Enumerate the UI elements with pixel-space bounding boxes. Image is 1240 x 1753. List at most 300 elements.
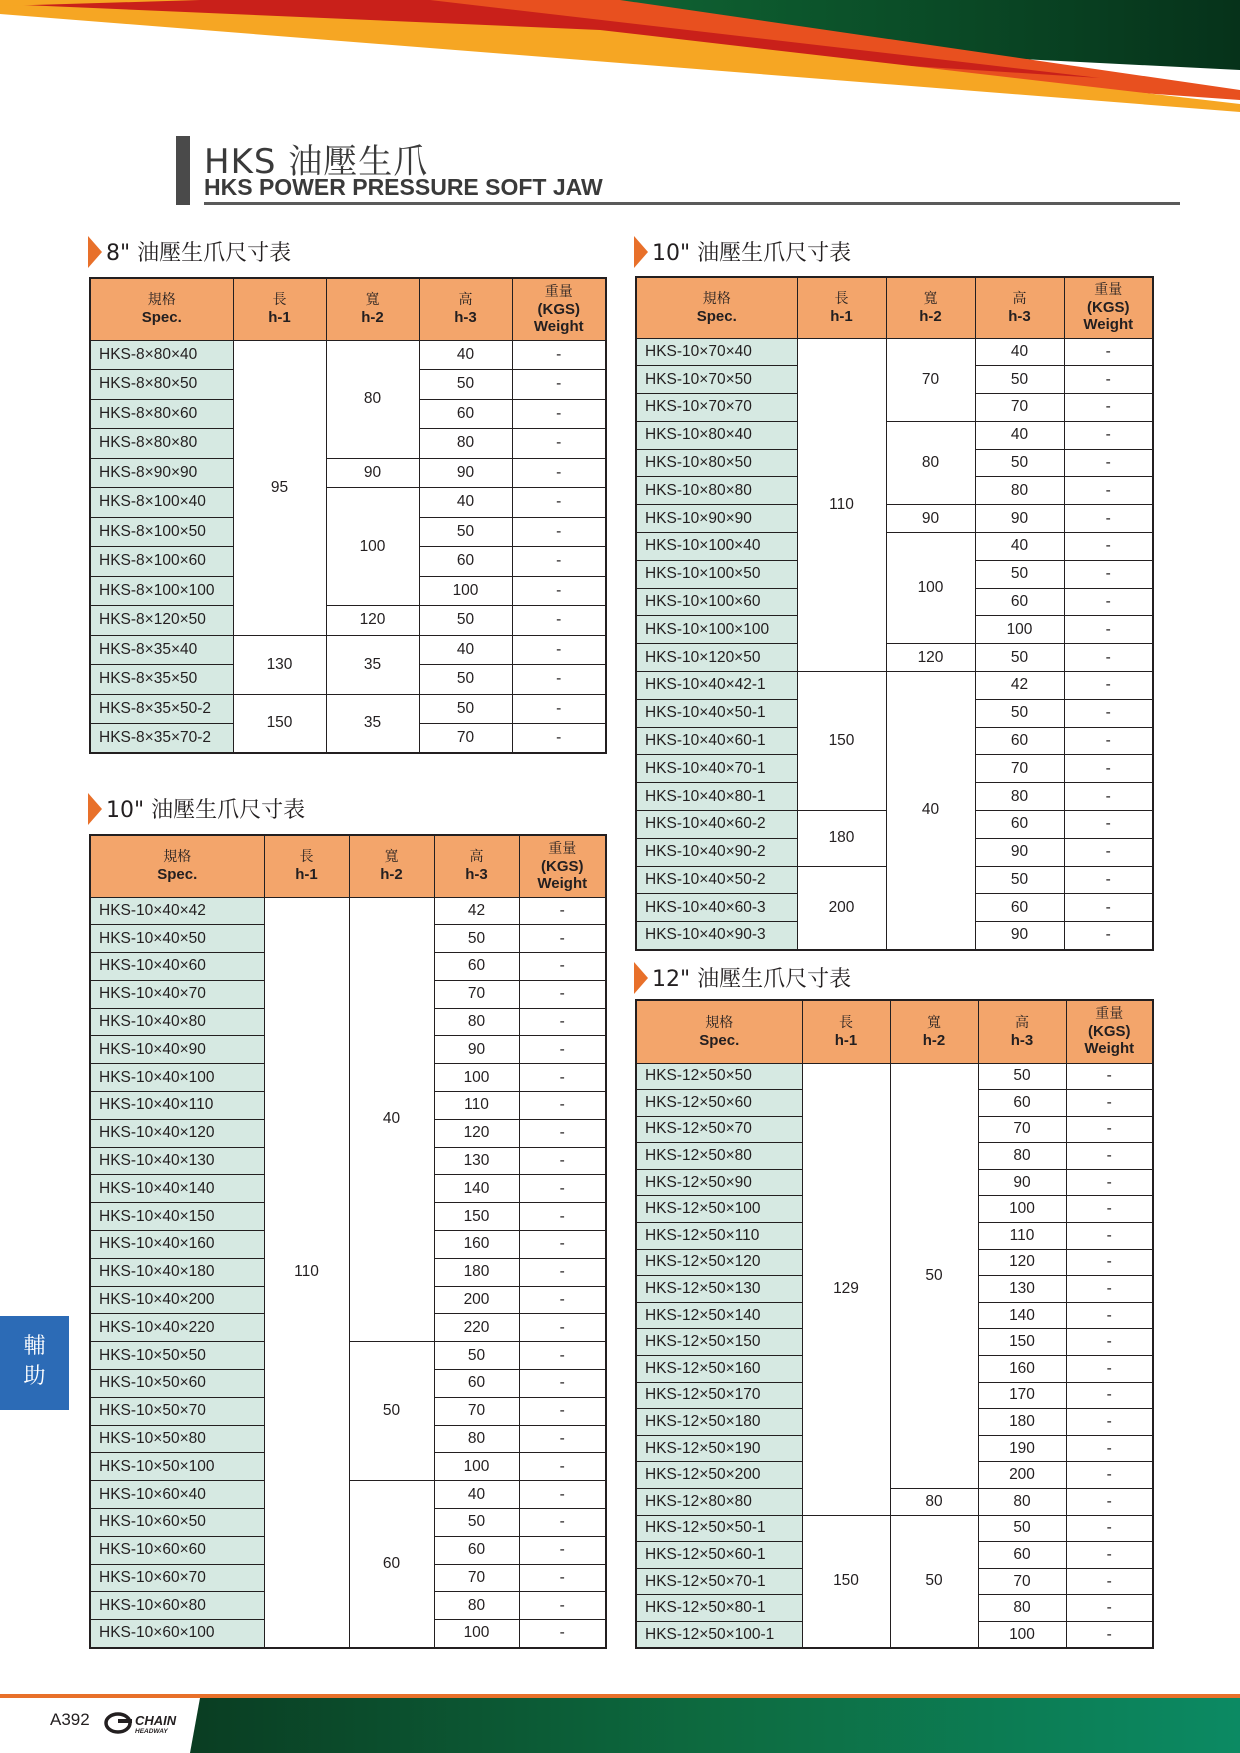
cell-height-h3: 90: [978, 1169, 1066, 1196]
cell-height-h3: 70: [434, 1564, 519, 1592]
cell-weight: -: [1066, 1276, 1153, 1303]
cell-spec: HKS-12×50×190: [636, 1435, 802, 1462]
cell-height-h3: 80: [975, 477, 1064, 505]
cell-weight: -: [519, 953, 606, 981]
cell-spec: HKS-10×40×50: [90, 925, 264, 953]
cell-spec: HKS-12×50×140: [636, 1302, 802, 1329]
spec-table-8inch: [89, 277, 607, 754]
header-text: 高: [469, 849, 484, 866]
cell-spec: HKS-10×40×60-3: [636, 894, 797, 922]
cell-spec: HKS-10×40×50-1: [636, 699, 797, 727]
cell-width-h2: 120: [886, 644, 975, 672]
cell-spec: HKS-8×80×80: [90, 429, 233, 459]
table-row: [90, 340, 606, 370]
cell-length-h1: 150: [797, 672, 886, 811]
cell-length-h1: 150: [802, 1515, 890, 1648]
cell-weight: -: [519, 1286, 606, 1314]
cell-weight: -: [512, 606, 606, 636]
header-text: 長: [299, 849, 314, 866]
triangle-marker-icon: [634, 236, 648, 268]
cell-weight: -: [1064, 699, 1153, 727]
header-text: h-2: [919, 307, 942, 325]
cell-height-h3: 40: [434, 1481, 519, 1509]
cell-weight: -: [1066, 1621, 1153, 1648]
cell-width-h2: 40: [349, 897, 434, 1342]
cell-spec: HKS-10×120×50: [636, 644, 797, 672]
page-title-block: [176, 136, 1152, 206]
cell-weight: -: [1066, 1143, 1153, 1170]
cell-weight: -: [519, 1231, 606, 1259]
header-spec: [90, 278, 233, 340]
cell-height-h3: 100: [978, 1621, 1066, 1648]
cell-weight: -: [1066, 1462, 1153, 1489]
page-number: A392: [50, 1710, 90, 1729]
cell-weight: -: [512, 724, 606, 754]
cell-height-h3: 90: [419, 458, 512, 488]
header-weight: [1066, 1000, 1153, 1063]
cell-spec: HKS-10×40×90: [90, 1036, 264, 1064]
cell-width-h2: 40: [886, 672, 975, 950]
cell-height-h3: 200: [434, 1286, 519, 1314]
header-text: 重量: [1095, 1006, 1124, 1023]
cell-weight: -: [519, 1425, 606, 1453]
cell-spec: HKS-10×40×50-2: [636, 866, 797, 894]
cell-spec: HKS-10×50×60: [90, 1370, 264, 1398]
cell-spec: HKS-12×50×110: [636, 1223, 802, 1250]
cell-weight: -: [1064, 755, 1153, 783]
cell-weight: -: [519, 1397, 606, 1425]
header-text: 寬: [365, 292, 380, 309]
header-text: 長: [834, 290, 849, 307]
cell-spec: HKS-10×40×160: [90, 1231, 264, 1259]
cell-height-h3: 40: [419, 635, 512, 665]
cell-spec: HKS-12×50×80-1: [636, 1595, 802, 1622]
cell-weight: -: [512, 547, 606, 577]
header-weight: [519, 835, 606, 897]
table-row: [90, 897, 606, 925]
table-row: [636, 644, 1153, 672]
header-text: 重量: [1094, 282, 1123, 299]
cell-weight: -: [1066, 1595, 1153, 1622]
cell-height-h3: 50: [975, 560, 1064, 588]
cell-spec: HKS-8×80×40: [90, 340, 233, 370]
header-text: h-1: [830, 307, 853, 325]
cell-weight: -: [1064, 560, 1153, 588]
cell-spec: HKS-12×50×70-1: [636, 1568, 802, 1595]
cell-height-h3: 60: [419, 547, 512, 577]
cell-spec: HKS-12×50×50: [636, 1063, 802, 1090]
header-text: 規格: [705, 1014, 734, 1031]
cell-height-h3: 40: [975, 533, 1064, 561]
header-text: Spec.: [699, 1031, 740, 1049]
spec-table-10inch-right: [635, 276, 1154, 951]
header-text: 長: [839, 1014, 853, 1031]
page-title-english: HKS POWER PRESSURE SOFT JAW: [204, 174, 603, 200]
cell-height-h3: 90: [975, 505, 1064, 533]
header-text: h-2: [361, 309, 384, 327]
spec-table-12inch: [635, 999, 1154, 1649]
cell-spec: HKS-12×50×100-1: [636, 1621, 802, 1648]
triangle-marker-icon: [88, 236, 102, 268]
cell-weight: -: [1066, 1435, 1153, 1462]
cell-height-h3: 110: [434, 1092, 519, 1120]
cell-spec: HKS-10×100×50: [636, 560, 797, 588]
cell-spec: HKS-8×100×100: [90, 576, 233, 606]
table-row: [636, 672, 1153, 700]
cell-spec: HKS-8×35×50-2: [90, 694, 233, 724]
cell-height-h3: 50: [434, 925, 519, 953]
cell-spec: HKS-10×50×50: [90, 1342, 264, 1370]
table-row: [636, 421, 1153, 449]
cell-height-h3: 150: [434, 1203, 519, 1231]
cell-height-h3: 100: [434, 1620, 519, 1648]
header-spec: [90, 835, 264, 897]
cell-height-h3: 80: [978, 1595, 1066, 1622]
header-length-h1: [802, 1000, 890, 1063]
cell-spec: HKS-10×70×70: [636, 394, 797, 422]
cell-spec: HKS-12×50×100: [636, 1196, 802, 1223]
cell-weight: -: [519, 1509, 606, 1537]
cell-spec: HKS-10×50×100: [90, 1453, 264, 1481]
table-row: [636, 338, 1153, 366]
cell-weight: -: [519, 1147, 606, 1175]
cell-spec: HKS-8×100×60: [90, 547, 233, 577]
cell-height-h3: 40: [419, 488, 512, 518]
header-text: Weight: [1084, 1040, 1135, 1058]
cell-spec: HKS-12×50×130: [636, 1276, 802, 1303]
cell-width-h2: 100: [886, 533, 975, 644]
section-title-12inch: 12" 油壓生爪尺寸表: [634, 963, 851, 997]
cell-height-h3: 80: [434, 1592, 519, 1620]
cell-spec: HKS-8×80×60: [90, 399, 233, 429]
cell-weight: -: [1064, 811, 1153, 839]
triangle-marker-icon: [634, 962, 648, 994]
cell-spec: HKS-10×40×200: [90, 1286, 264, 1314]
section-title-10inch-right: 10" 油壓生爪尺寸表: [634, 237, 851, 271]
header-text: 寬: [384, 849, 399, 866]
cell-height-h3: 180: [978, 1409, 1066, 1436]
cell-height-h3: 60: [975, 727, 1064, 755]
cell-weight: -: [512, 429, 606, 459]
header-text: (KGS): [537, 300, 580, 318]
cell-height-h3: 140: [978, 1302, 1066, 1329]
cell-spec: HKS-10×80×40: [636, 421, 797, 449]
header-text: 長: [272, 292, 287, 309]
section-side-tab[interactable]: [0, 1316, 69, 1410]
header-length-h1: [797, 277, 886, 338]
cell-width-h2: 50: [890, 1063, 978, 1489]
cell-weight: -: [512, 665, 606, 695]
cell-weight: -: [519, 1342, 606, 1370]
cell-spec: HKS-8×120×50: [90, 606, 233, 636]
cell-weight: -: [519, 1258, 606, 1286]
svg-text:CHAIN: CHAIN: [135, 1713, 177, 1728]
header-text: 重量: [548, 840, 577, 857]
cell-length-h1: 110: [797, 338, 886, 672]
cell-weight: -: [1066, 1169, 1153, 1196]
cell-weight: -: [512, 576, 606, 606]
cell-height-h3: 80: [419, 429, 512, 459]
cell-spec: HKS-12×80×80: [636, 1489, 802, 1516]
cell-weight: -: [512, 399, 606, 429]
cell-height-h3: 80: [434, 1425, 519, 1453]
cell-length-h1: 150: [233, 694, 326, 753]
cell-height-h3: 150: [978, 1329, 1066, 1356]
top-decorative-banner: [0, 0, 1240, 120]
cell-weight: -: [519, 1592, 606, 1620]
header-text: (KGS): [541, 857, 584, 875]
cell-weight: -: [519, 1453, 606, 1481]
cell-weight: -: [519, 1536, 606, 1564]
cell-spec: HKS-10×100×100: [636, 616, 797, 644]
cell-spec: HKS-8×100×50: [90, 517, 233, 547]
cell-height-h3: 130: [434, 1147, 519, 1175]
cell-weight: -: [519, 1203, 606, 1231]
cell-spec: HKS-10×40×140: [90, 1175, 264, 1203]
cell-weight: -: [512, 458, 606, 488]
header-text: Spec.: [141, 309, 182, 327]
cell-height-h3: 80: [978, 1143, 1066, 1170]
cell-spec: HKS-10×40×70-1: [636, 755, 797, 783]
cell-weight: -: [1064, 922, 1153, 950]
cell-spec: HKS-10×40×80-1: [636, 783, 797, 811]
cell-weight: -: [1066, 1116, 1153, 1143]
cell-height-h3: 60: [419, 399, 512, 429]
cell-height-h3: 100: [975, 616, 1064, 644]
cell-height-h3: 40: [419, 340, 512, 370]
cell-spec: HKS-12×50×170: [636, 1382, 802, 1409]
cell-height-h3: 70: [419, 724, 512, 754]
cell-weight: -: [1064, 727, 1153, 755]
cell-weight: -: [1066, 1063, 1153, 1090]
header-text: 規格: [702, 290, 731, 307]
header-weight: [512, 278, 606, 340]
cell-height-h3: 60: [434, 1370, 519, 1398]
cell-spec: HKS-8×80×50: [90, 370, 233, 400]
cell-height-h3: 80: [434, 1008, 519, 1036]
cell-length-h1: 95: [233, 340, 326, 635]
header-text: Weight: [537, 874, 588, 892]
cell-spec: HKS-10×40×70: [90, 980, 264, 1008]
cell-height-h3: 90: [975, 838, 1064, 866]
cell-weight: -: [1064, 616, 1153, 644]
cell-spec: HKS-10×40×80: [90, 1008, 264, 1036]
cell-spec: HKS-10×60×80: [90, 1592, 264, 1620]
cell-spec: HKS-12×50×60: [636, 1090, 802, 1117]
cell-spec: HKS-8×35×70-2: [90, 724, 233, 754]
cell-weight: -: [512, 340, 606, 370]
chain-headway-logo: [104, 1708, 194, 1738]
header-text: Spec.: [696, 307, 737, 325]
cell-weight: -: [512, 694, 606, 724]
header-text: Spec.: [157, 866, 198, 884]
cell-weight: -: [1064, 783, 1153, 811]
table-row: [636, 533, 1153, 561]
table-row: [90, 488, 606, 518]
cell-height-h3: 180: [434, 1258, 519, 1286]
header-width-h2: [886, 277, 975, 338]
cell-weight: -: [1066, 1302, 1153, 1329]
cell-spec: HKS-8×35×40: [90, 635, 233, 665]
cell-spec: HKS-10×40×150: [90, 1203, 264, 1231]
header-text: 寬: [927, 1014, 941, 1031]
cell-height-h3: 50: [419, 665, 512, 695]
cell-weight: -: [519, 1314, 606, 1342]
cell-length-h1: 129: [802, 1063, 890, 1515]
cell-height-h3: 60: [978, 1090, 1066, 1117]
cell-spec: HKS-10×40×90-2: [636, 838, 797, 866]
cell-height-h3: 70: [978, 1568, 1066, 1595]
table-header-row: [636, 277, 1153, 338]
cell-spec: HKS-10×40×110: [90, 1092, 264, 1120]
cell-weight: -: [1064, 338, 1153, 366]
table-row: [90, 694, 606, 724]
header-text: h-2: [922, 1031, 946, 1049]
header-text: h-3: [454, 309, 477, 327]
cell-height-h3: 90: [975, 922, 1064, 950]
cell-spec: HKS-10×40×130: [90, 1147, 264, 1175]
cell-width-h2: 90: [326, 458, 419, 488]
cell-spec: HKS-10×80×80: [636, 477, 797, 505]
cell-spec: HKS-8×90×90: [90, 458, 233, 488]
cell-weight: -: [519, 1481, 606, 1509]
cell-spec: HKS-10×60×70: [90, 1564, 264, 1592]
cell-height-h3: 50: [419, 606, 512, 636]
cell-width-h2: 50: [349, 1342, 434, 1481]
cell-weight: -: [1066, 1249, 1153, 1276]
cell-weight: -: [1066, 1409, 1153, 1436]
cell-spec: HKS-10×40×90-3: [636, 922, 797, 950]
cell-weight: -: [1066, 1515, 1153, 1542]
cell-height-h3: 200: [978, 1462, 1066, 1489]
cell-weight: -: [1066, 1329, 1153, 1356]
cell-spec: HKS-12×50×200: [636, 1462, 802, 1489]
cell-weight: -: [1064, 533, 1153, 561]
table-row: [90, 635, 606, 665]
cell-weight: -: [1064, 588, 1153, 616]
cell-height-h3: 60: [975, 894, 1064, 922]
table-row: [636, 1515, 1153, 1542]
cell-height-h3: 60: [975, 811, 1064, 839]
header-text: h-1: [834, 1031, 858, 1049]
title-accent-bar: [176, 136, 190, 205]
cell-weight: -: [519, 925, 606, 953]
cell-spec: HKS-10×100×40: [636, 533, 797, 561]
cell-spec: HKS-10×70×50: [636, 366, 797, 394]
header-height-h3: [434, 835, 519, 897]
cell-height-h3: 190: [978, 1435, 1066, 1462]
cell-weight: -: [519, 1008, 606, 1036]
table-row: [636, 505, 1153, 533]
cell-height-h3: 50: [975, 866, 1064, 894]
cell-spec: HKS-10×40×220: [90, 1314, 264, 1342]
cell-length-h1: 180: [797, 811, 886, 867]
cell-spec: HKS-8×35×50: [90, 665, 233, 695]
cell-spec: HKS-12×50×180: [636, 1409, 802, 1436]
cell-width-h2: 70: [886, 338, 975, 421]
cell-weight: -: [1064, 477, 1153, 505]
cell-height-h3: 42: [434, 897, 519, 925]
cell-weight: -: [1064, 366, 1153, 394]
cell-height-h3: 220: [434, 1314, 519, 1342]
cell-height-h3: 130: [978, 1276, 1066, 1303]
side-tab-line1: 輔: [23, 1334, 46, 1359]
cell-weight: -: [1066, 1356, 1153, 1383]
cell-spec: HKS-10×40×100: [90, 1064, 264, 1092]
cell-spec: HKS-12×50×90: [636, 1169, 802, 1196]
header-height-h3: [978, 1000, 1066, 1063]
header-text: h-1: [268, 309, 291, 327]
cell-spec: HKS-10×70×40: [636, 338, 797, 366]
header-text: 高: [1015, 1014, 1029, 1031]
cell-weight: -: [512, 635, 606, 665]
header-spec: [636, 1000, 802, 1063]
cell-spec: HKS-10×40×60: [90, 953, 264, 981]
spec-table-10inch-left: [89, 834, 607, 1649]
cell-spec: HKS-12×50×150: [636, 1329, 802, 1356]
cell-height-h3: 60: [975, 588, 1064, 616]
header-text: Weight: [1083, 316, 1134, 334]
cell-height-h3: 70: [975, 755, 1064, 783]
cell-spec: HKS-10×40×60-2: [636, 811, 797, 839]
cell-width-h2: 80: [890, 1489, 978, 1516]
header-length-h1: [233, 278, 326, 340]
cell-weight: -: [1066, 1542, 1153, 1569]
cell-height-h3: 160: [434, 1231, 519, 1259]
table-header-row: [90, 278, 606, 340]
header-text: 高: [1012, 290, 1027, 307]
cell-width-h2: 60: [349, 1481, 434, 1648]
cell-height-h3: 100: [434, 1453, 519, 1481]
cell-weight: -: [1066, 1489, 1153, 1516]
header-text: 規格: [147, 292, 176, 309]
cell-weight: -: [519, 1092, 606, 1120]
cell-weight: -: [1064, 394, 1153, 422]
table-row: [90, 606, 606, 636]
cell-height-h3: 170: [978, 1382, 1066, 1409]
cell-height-h3: 50: [419, 694, 512, 724]
header-text: 規格: [163, 849, 192, 866]
cell-spec: HKS-10×60×60: [90, 1536, 264, 1564]
cell-spec: HKS-10×50×80: [90, 1425, 264, 1453]
cell-spec: HKS-10×50×70: [90, 1397, 264, 1425]
cell-height-h3: 120: [434, 1119, 519, 1147]
header-width-h2: [890, 1000, 978, 1063]
cell-weight: -: [1066, 1090, 1153, 1117]
header-text: 高: [458, 292, 473, 309]
cell-spec: HKS-10×80×50: [636, 449, 797, 477]
cell-height-h3: 70: [978, 1116, 1066, 1143]
cell-weight: -: [1066, 1568, 1153, 1595]
cell-height-h3: 70: [975, 394, 1064, 422]
cell-weight: -: [519, 980, 606, 1008]
cell-weight: -: [512, 370, 606, 400]
cell-weight: -: [1064, 449, 1153, 477]
cell-width-h2: 35: [326, 635, 419, 694]
cell-height-h3: 140: [434, 1175, 519, 1203]
header-text: h-3: [465, 866, 488, 884]
side-tab-line2: 助: [23, 1364, 46, 1389]
cell-spec: HKS-10×60×100: [90, 1620, 264, 1648]
cell-weight: -: [519, 1564, 606, 1592]
header-length-h1: [264, 835, 349, 897]
cell-height-h3: 70: [434, 980, 519, 1008]
cell-weight: -: [1066, 1223, 1153, 1250]
header-height-h3: [975, 277, 1064, 338]
cell-weight: -: [1064, 838, 1153, 866]
cell-height-h3: 42: [975, 672, 1064, 700]
section-title-8inch: 8" 油壓生爪尺寸表: [88, 237, 291, 271]
